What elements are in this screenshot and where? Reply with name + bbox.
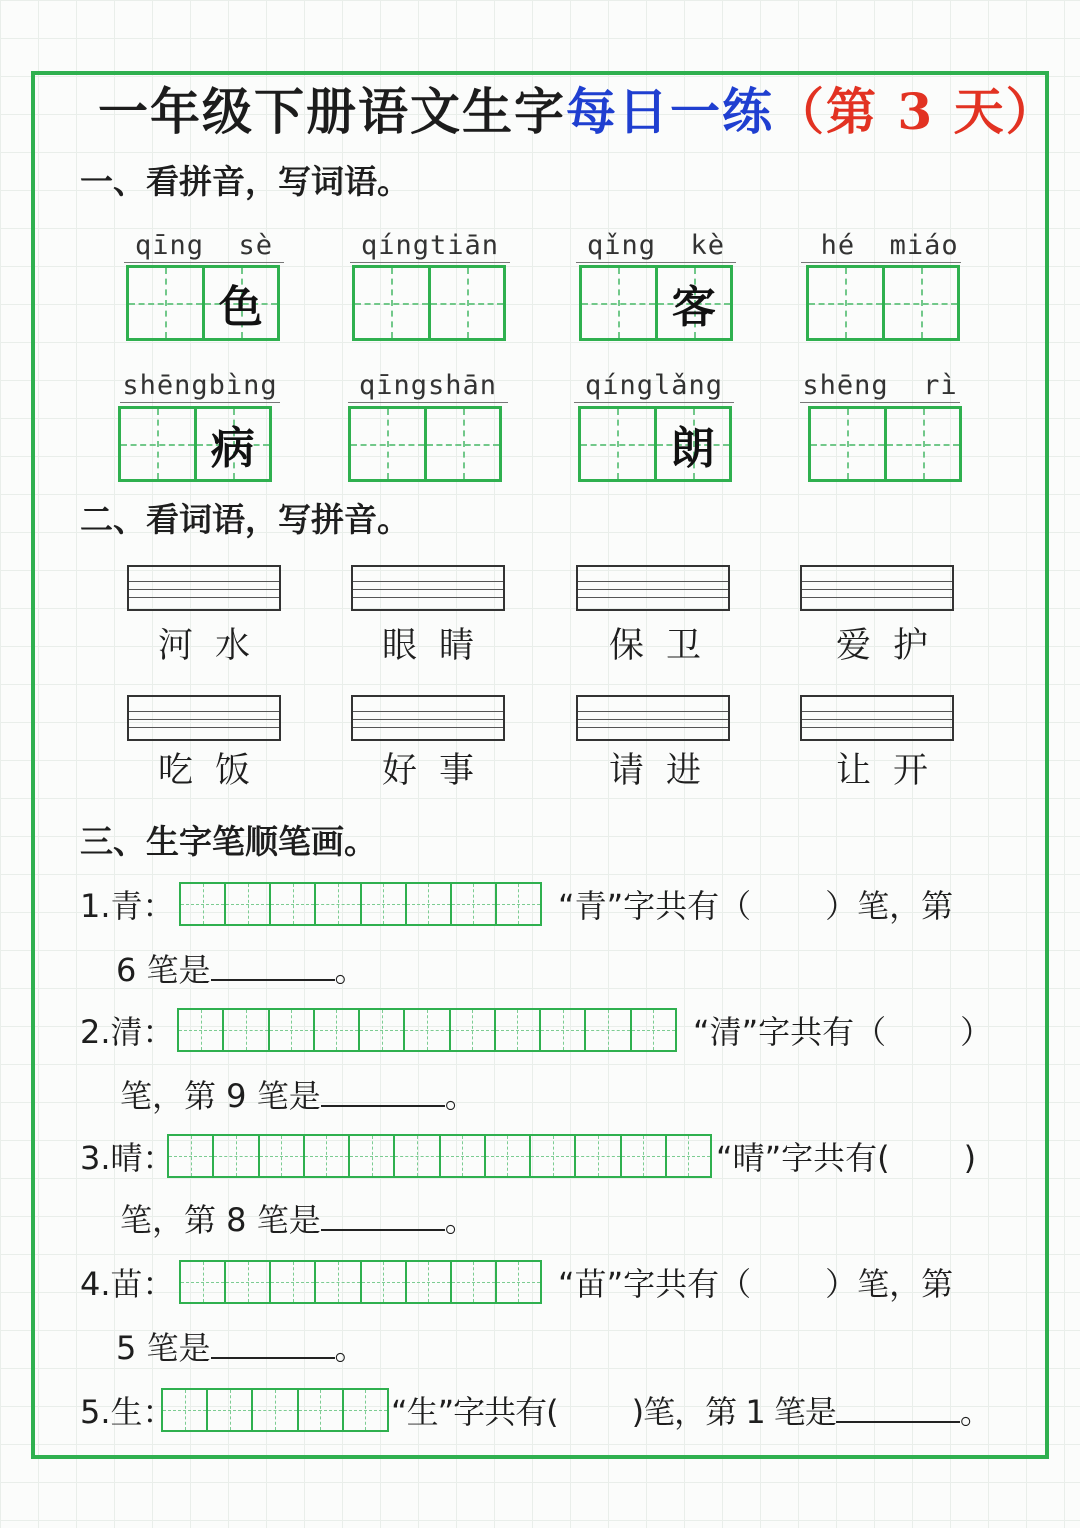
pinyin-label: shēngbìng: [120, 370, 280, 403]
pinyin-label: qínglǎng: [574, 370, 734, 403]
question-label: 4.苗：: [80, 1265, 175, 1303]
word-label: 让开: [835, 751, 950, 791]
writing-grid[interactable]: [126, 265, 280, 341]
pinyin-label: shēng rì: [800, 370, 960, 403]
question-text: “青”字共有（ ）笔，第: [558, 887, 954, 925]
word-label: 好事: [381, 751, 496, 791]
pinyin-writing-lines[interactable]: [127, 565, 281, 611]
given-char: 朗: [670, 423, 715, 474]
answer-blank[interactable]: [211, 1329, 335, 1359]
question-label: 3.晴：: [80, 1139, 175, 1177]
word-label: 眼睛: [381, 626, 496, 666]
writing-grid[interactable]: [118, 406, 272, 482]
question-text-line2: 6 笔是 。: [116, 951, 367, 989]
writing-grid[interactable]: [806, 265, 960, 341]
writing-grid[interactable]: [352, 265, 506, 341]
pinyin-writing-lines[interactable]: [576, 695, 730, 741]
pinyin-label: qǐng kè: [576, 230, 736, 263]
stroke-order-grid[interactable]: [179, 1260, 542, 1304]
pinyin-writing-lines[interactable]: [576, 565, 730, 611]
question-text: “生”字共有( )笔，第 1 笔是 。: [391, 1393, 991, 1431]
question-text-line2: 笔，第 9 笔是 。: [120, 1077, 477, 1115]
word-label: 吃饭: [157, 751, 272, 791]
answer-blank[interactable]: [321, 1201, 445, 1231]
answer-blank[interactable]: [211, 951, 335, 981]
pinyin-writing-lines[interactable]: [351, 695, 505, 741]
given-char: 色: [218, 282, 263, 333]
given-char: 客: [671, 282, 716, 333]
question-label: 5.生：: [80, 1393, 175, 1431]
question-text: “清”字共有（ ）: [693, 1013, 993, 1051]
word-label: 请进: [608, 751, 723, 791]
pinyin-label: qíngtiān: [350, 230, 510, 263]
stroke-order-grid[interactable]: [161, 1388, 389, 1432]
section2-heading: 二、看词语，写拼音。: [80, 500, 410, 539]
section3-heading: 三、生字笔顺笔画。: [80, 822, 377, 861]
writing-grid[interactable]: [348, 406, 502, 482]
stroke-order-grid[interactable]: [177, 1008, 677, 1052]
writing-grid[interactable]: [808, 406, 962, 482]
word-label: 保卫: [608, 626, 723, 666]
pinyin-label: qīngshān: [348, 370, 508, 403]
pinyin-writing-lines[interactable]: [127, 695, 281, 741]
stroke-order-grid[interactable]: [167, 1134, 712, 1178]
worksheet-title: 一年级下册语文生字每日一练（第 3 天）: [98, 82, 1058, 141]
word-label: 爱护: [835, 626, 950, 666]
stroke-order-grid[interactable]: [179, 882, 542, 926]
pinyin-label: hé miáo: [801, 230, 961, 263]
word-label: 河水: [157, 626, 272, 666]
answer-blank[interactable]: [321, 1077, 445, 1107]
question-text: “苗”字共有（ ）笔，第: [558, 1265, 954, 1303]
pinyin-writing-lines[interactable]: [800, 695, 954, 741]
question-text: “晴”字共有( ): [716, 1139, 977, 1177]
section1-heading: 一、看拼音，写词语。: [80, 162, 410, 201]
question-label: 2.清：: [80, 1013, 175, 1051]
answer-blank[interactable]: [836, 1393, 960, 1423]
given-char: 病: [210, 423, 255, 474]
question-text-line2: 笔，第 8 笔是 。: [120, 1201, 477, 1239]
pinyin-writing-lines[interactable]: [351, 565, 505, 611]
writing-grid[interactable]: [578, 406, 732, 482]
question-text-line2: 5 笔是 。: [116, 1329, 367, 1367]
question-label: 1.青：: [80, 887, 175, 925]
writing-grid[interactable]: [579, 265, 733, 341]
pinyin-label: qīng sè: [124, 230, 284, 263]
pinyin-writing-lines[interactable]: [800, 565, 954, 611]
